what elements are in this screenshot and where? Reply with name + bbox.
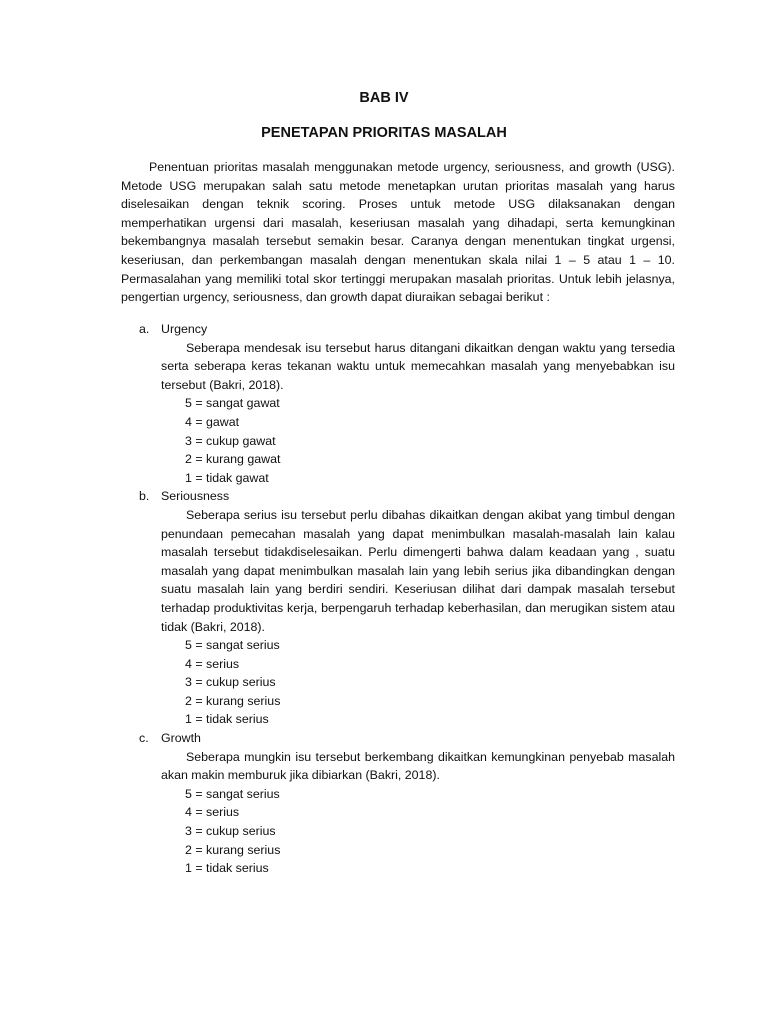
score-entry: 2 = kurang gawat: [185, 452, 281, 467]
score-entry: 4 = gawat: [185, 414, 240, 429]
score-entry: 3 = cukup serius: [185, 675, 276, 690]
list-marker: c.: [139, 731, 149, 746]
score-scale: [161, 394, 675, 487]
score-entry: 1 = tidak serius: [185, 861, 269, 876]
criteria-label: Growth: [161, 731, 201, 746]
criteria-item-growth: [139, 729, 675, 878]
score-entry: 1 = tidak gawat: [185, 470, 269, 485]
intro-paragraph: Penentuan prioritas masalah menggunakan metode urgency, seriousness, and growth (USG). Metode USG merupakan salah satu metode menetapkan urutan prioritas masalah yang harus diselesaikan dengan teknik scoring. Proses untuk metode USG dilaksanakan dengan memperhatikan urgensi dari masalah, keseriusan masalah yang dihadapi, serta kemungkinan bekembangnya masalah tersebut semakin besar. Caranya dengan menentukan tingkat urgensi, keseriusan, dan perkembangan masalah dengan menentukan skala nilai 1 – 5 atau 1 – 10. Permasalahan yang memiliki total skor tertinggi merupakan masalah prioritas. Untuk lebih jelasnya, pengertian urgency, seriousness, dan growth dapat diuraikan sebagai berikut :: [121, 160, 675, 305]
chapter-heading: BAB IV: [359, 90, 409, 106]
criteria-description: Seberapa mendesak isu tersebut harus ditangani dikaitkan dengan waktu yang tersedia serta seberapa keras tekanan waktu untuk memecahkan masalah yang menyebabkan isu tersebut (Bakri, 2018).: [161, 340, 675, 392]
score-entry: 2 = kurang serius: [185, 842, 281, 857]
criteria-description: Seberapa mungkin isu tersebut berkembang dikaitkan kemungkinan penyebab masalah akan makin memburuk jika dibiarkan (Bakri, 2018).: [161, 749, 675, 783]
score-entry: 4 = serius: [185, 656, 240, 671]
score-entry: 5 = sangat serius: [185, 638, 280, 653]
score-entry: 5 = sangat gawat: [185, 396, 280, 411]
score-entry: 1 = tidak serius: [185, 712, 269, 727]
score-scale: [161, 785, 675, 878]
criteria-label: Urgency: [161, 322, 208, 336]
criteria-item-urgency: [139, 320, 675, 487]
score-entry: 3 = cukup serius: [185, 824, 276, 839]
page-title: PENETAPAN PRIORITAS MASALAH: [261, 125, 507, 141]
score-entry: 5 = sangat serius: [185, 786, 280, 801]
criteria-list: [139, 320, 675, 878]
list-marker: b.: [139, 489, 150, 504]
score-scale: [161, 636, 675, 729]
criteria-item-seriousness: [139, 487, 675, 729]
criteria-label: Seriousness: [161, 489, 230, 504]
score-entry: 3 = cukup gawat: [185, 433, 276, 448]
score-entry: 2 = kurang serius: [185, 693, 281, 708]
criteria-description: Seberapa serius isu tersebut perlu dibahas dikaitkan dengan akibat yang timbul dengan penundaan pemecahan masalah yang dapat menimbulkan masalah-masalah lain kalau masalah tersebut tidakdiselesaikan. Perlu dimengerti bahwa dalam keadaan yang , suatu masalah yang dapat menimbulkan masalah lain yang lebih serius jika dibandingkan dengan suatu masalah lain yang berdiri sendiri. Keseriusan dilihat dari dampak masalah tersebut terhadap produktivitas kerja, berpengaruh terhadap keberhasilan, dan merugikan sistem atau tidak (Bakri, 2018).: [161, 507, 675, 634]
score-entry: 4 = serius: [185, 805, 240, 820]
list-marker: a.: [139, 322, 150, 336]
